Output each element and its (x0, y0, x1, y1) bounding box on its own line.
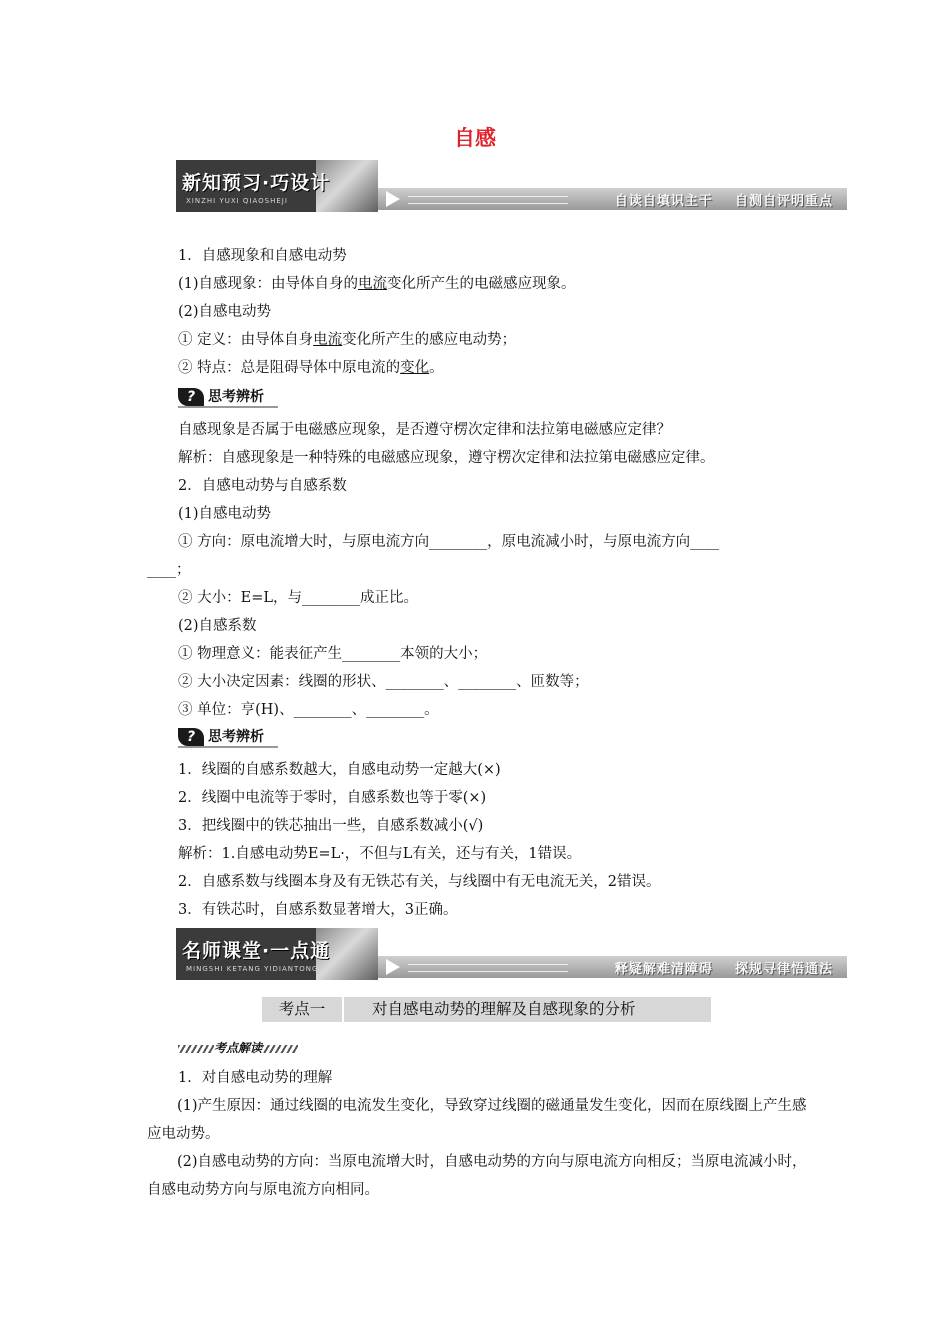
text-line: ① 物理意义：能表征产生________本领的大小； (178, 646, 488, 662)
paragraph: (1)产生原因：通过线圈的电流发生变化，导致穿过线圈的磁通量发生变化，因而在原线圈上产生感应电动势。 (147, 1098, 807, 1142)
text-line: 解析：自感现象是一种特殊的电磁感应现象，遵守楞次定律和法拉第电磁感应定律。 (178, 450, 715, 466)
text-span: ① 定义：由导体自身 (178, 332, 314, 348)
text-span: 。 (429, 360, 444, 376)
think-label: 思考辨析 (208, 729, 264, 745)
banner-tag (176, 928, 378, 980)
question-icon: ? (178, 388, 204, 406)
answer-underline: 电流 (313, 332, 343, 348)
text-line: (1)自感电动势 (178, 506, 272, 522)
text-span: 变化所产生的电磁感应现象。 (387, 276, 576, 292)
text-span: (1)自感现象：由导体自身的 (178, 276, 359, 292)
text-span: 变化所产生的感应电动势； (342, 332, 517, 348)
jiedu-heading (178, 1039, 298, 1056)
play-arrow-icon (386, 959, 400, 975)
banner-slogan: 释疑解难清障碍 探规寻律悟通法 (614, 962, 833, 977)
question-icon: ? (178, 728, 204, 746)
paragraph: (2)自感电动势的方向：当原电流增大时，自感电动势的方向与原电流方向相反；当原电流减小时，自感电动势方向与原电流方向相同。 (147, 1154, 807, 1198)
text-line (178, 274, 576, 294)
hatch-decoration (262, 1045, 298, 1053)
text-line: (2)自感系数 (178, 618, 257, 634)
text-line: ② 大小：E=L，与________成正比。 (178, 590, 418, 606)
text-line: 2．自感系数与线圈本身及有无铁芯有关，与线圈中有无电流无关，2错误。 (178, 874, 661, 890)
divider (178, 406, 278, 408)
kaodian-title: 对自感电动势的理解及自感现象的分析 (372, 1000, 636, 1018)
think-heading (178, 726, 264, 748)
section-banner-preview (176, 160, 847, 212)
text-line: 1．对自感电动势的理解 (178, 1070, 333, 1086)
hatch-decoration (178, 1045, 214, 1053)
banner-lines (408, 196, 568, 204)
play-arrow-icon (386, 191, 400, 207)
text-line: ① 方向：原电流增大时，与原电流方向________，原电流减小时，与原电流方向____ (178, 534, 720, 550)
text-line: 1．自感现象和自感电动势 (178, 248, 347, 264)
text-line: 解析：1.自感电动势E=L·，不但与L有关，还与有关，1错误。 (178, 846, 582, 862)
text-line: ____； (147, 562, 191, 578)
kaodian-label: 考点一 (278, 1000, 326, 1018)
text-line (178, 358, 444, 378)
text-line: 3．有铁芯时，自感系数显著增大，3正确。 (178, 902, 458, 918)
text-line: 2．自感电动势与自感系数 (178, 478, 347, 494)
text-line: 1．线圈的自感系数越大，自感电动势一定越大(×) (178, 762, 501, 778)
divider (178, 746, 278, 748)
banner-pinyin: XINZHI YUXI QIAOSHEJI (186, 197, 288, 205)
text-line (178, 330, 516, 350)
think-label: 思考辨析 (208, 389, 264, 405)
section-banner-class (176, 928, 847, 980)
text-line: (2)自感电动势 (178, 304, 272, 320)
banner-tag (176, 160, 378, 212)
text-line: 自感现象是否属于电磁感应现象，是否遵守楞次定律和法拉第电磁感应定律？ (178, 422, 671, 438)
page-title: 自感 (454, 126, 496, 150)
text-line: 2．线圈中电流等于零时，自感系数也等于零(×) (178, 790, 487, 806)
answer-underline: 电流 (358, 276, 388, 292)
kaodian-header (262, 997, 711, 1022)
text-span: ② 特点：总是阻碍导体中原电流的 (178, 360, 401, 376)
banner-title: 新知预习·巧设计 (182, 172, 331, 194)
think-heading (178, 386, 264, 408)
banner-slogan: 自读自填识主干 自测自评明重点 (614, 194, 833, 209)
banner-lines (408, 964, 568, 972)
text-line: 3．把线圈中的铁芯抽出一些，自感系数减小(√) (178, 818, 484, 834)
jiedu-label: 考点解读 (214, 1041, 263, 1055)
banner-pinyin: MINGSHI KETANG YIDIANTONG (186, 965, 319, 973)
text-line: ② 大小决定因素：线圈的形状、________、________、匝数等； (178, 674, 589, 690)
answer-underline: 变化 (400, 360, 430, 376)
banner-title: 名师课堂·一点通 (182, 940, 331, 962)
text-line: ③ 单位：亨(H)、________、________。 (178, 702, 439, 718)
